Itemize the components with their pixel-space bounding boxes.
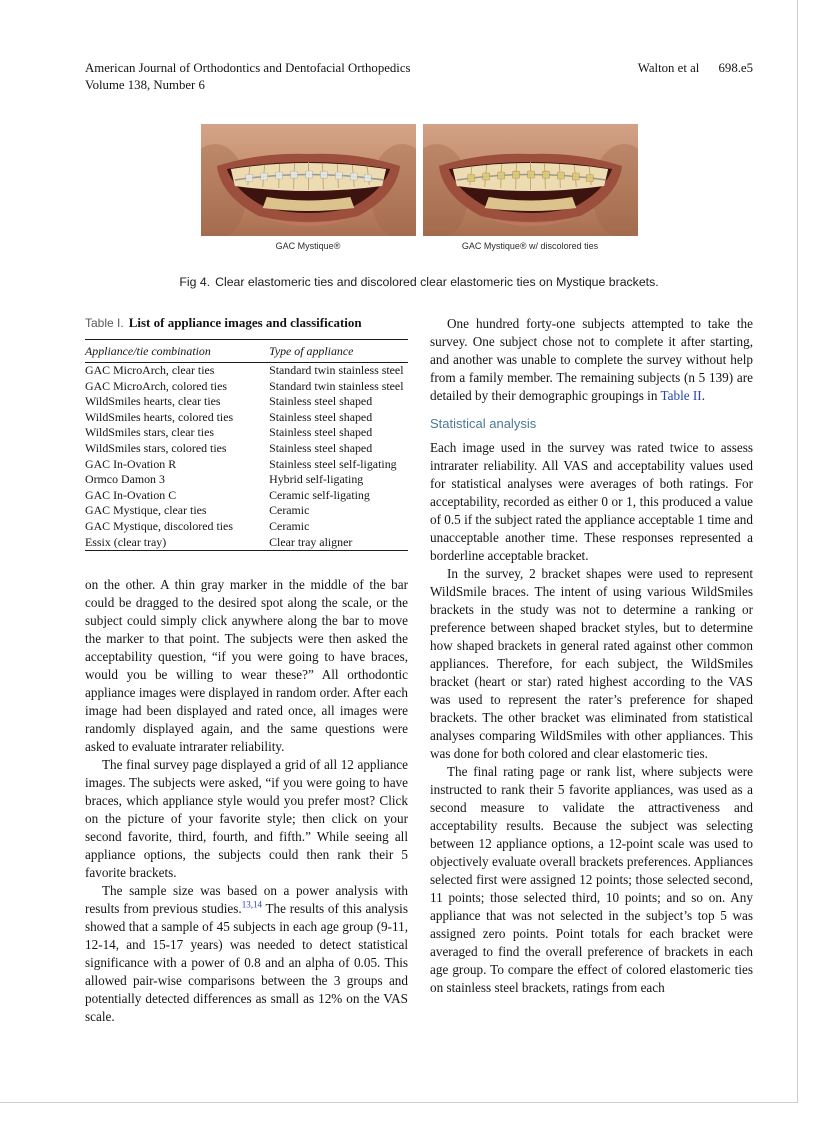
paragraph: on the other. A thin gray marker in the middle of the bar could be dragged to the desired spot along the scale, or the subject could simply click anywhere along the bar to move the marker to that point. The subjects were then asked the acceptability question, “if you were going to have braces, would you be willing to wear these?” All orthodontic appliance images were displayed in random order. After each image had been displayed and rated once, all images were randomly displayed again, and the same questions were asked to evaluate intrarater reliability. <box>85 576 408 754</box>
appliance-table-body <box>85 362 408 550</box>
running-authors: Walton et al <box>637 61 700 75</box>
paragraph-text: . <box>701 388 705 403</box>
figure-label: Fig 4. <box>179 275 211 289</box>
left-column <box>85 315 408 1026</box>
table-label: Table I. <box>85 316 124 330</box>
table-row: GAC MicroArch, clear ties Standard twin stainless steel <box>85 363 404 378</box>
running-head <box>85 60 753 93</box>
journal-volume: Volume 138, Number 6 <box>85 77 205 92</box>
paragraph: Each image used in the survey was rated twice to assess intrarater reliability. All VAS and acceptability values used for statistical analyses were averages of both ratings. For acceptability, recorded as either 0 or 1, this produced a value of 0.5 if the subject rated the appliance acceptable 1 time and unacceptable another time. These responses represented a borderline acceptable bracket. <box>430 440 753 563</box>
table-row: Ormco Damon 3 Hybrid self-ligating <box>85 472 364 487</box>
paragraph-text: The sample size was based on a power analysis with results from previous studies. <box>85 882 408 916</box>
column-header-appliance: Appliance/tie combination <box>85 340 269 363</box>
paragraph: In the survey, 2 bracket shapes were used to represent WildSmile braces. The intent of using various WildSmiles brackets in the study was not to determine a ranking or preference between shaped bracket styles, but to determine how shaped brackets in general rated against other common appliances. Therefore, for each subject, the WildSmiles bracket (heart or star) rated highest according to the VAS was used to represent the rater’s preference for shaped brackets. The other bracket was eliminated from statistical analyses comparing WildSmiles with other appliances. This was done for both colored and clear elastomeric ties. <box>430 566 753 761</box>
table-1 <box>85 315 408 551</box>
smile-photo-discolored-ties <box>423 124 638 236</box>
figure-caption-text: Clear elastomeric ties and discolored clear elastomeric ties on Mystique brackets. <box>215 275 659 289</box>
page-number: 698.e5 <box>718 61 753 75</box>
paragraph-text: One hundred forty-one subjects attempted to take the survey. One subject chose not to complete it after starting, and another was unable to complete the survey without help from a family member. The remaining subjects (n 5 139) are detailed by their demographic groupings in <box>430 316 753 403</box>
section-heading-statistical-analysis: Statistical analysis <box>430 416 537 431</box>
paragraph-text: The results of this analysis showed that a sample of 45 subjects in each age group (9-11, 12-14, and 15-17 years) was needed to detect statistical significance with a power of 0.8 and an alpha of 0.05. This allowed pair-wise comparisons between the 3 groups and potentially detected differences as small as 12% on the VAS scale. <box>85 900 408 1024</box>
column-header-type: Type of appliance <box>269 340 408 363</box>
table-row: GAC Mystique, clear ties Ceramic <box>85 503 310 518</box>
paragraph <box>430 315 753 405</box>
figure-photos <box>85 124 753 251</box>
author-page-info <box>638 60 753 93</box>
table-row: GAC In-Ovation R Stainless steel self-ligating <box>85 456 397 471</box>
paragraph: The final survey page displayed a grid of all 12 appliance images. The subjects were asked, “if you were going to have braces, which appliance style would you prefer most? Click on the picture of your favorite style; then click on your second favorite, third, fourth, and fifth.” While seeing all appliance options, the subjects could then rank their 5 favorite brackets. <box>85 756 408 880</box>
table-row: WildSmiles stars, clear ties Stainless steel shaped <box>85 425 373 440</box>
photo-discolored-ties <box>423 124 638 251</box>
smile-photo-clear-ties <box>201 124 416 236</box>
appliance-table <box>85 339 408 551</box>
photo-caption-left: GAC Mystique® <box>275 241 341 251</box>
table-row: WildSmiles hearts, colored ties Stainless steel shaped <box>85 409 373 424</box>
table-name: List of appliance images and classification <box>128 315 362 330</box>
table-row: GAC In-Ovation C Ceramic self-ligating <box>85 487 370 502</box>
figure-caption <box>85 275 753 289</box>
table-header-row <box>85 340 408 363</box>
right-column <box>430 315 753 1026</box>
table-row: Essix (clear tray) Clear tray aligner <box>85 534 353 549</box>
photo-caption-right: GAC Mystique® w/ discolored ties <box>461 241 599 251</box>
body-columns <box>85 315 753 1026</box>
table-row: WildSmiles hearts, clear ties Stainless steel shaped <box>85 394 373 409</box>
table-row: GAC Mystique, discolored ties Ceramic <box>85 519 310 534</box>
photo-clear-ties <box>201 124 416 251</box>
journal-info <box>85 60 411 93</box>
table-title <box>85 315 408 331</box>
table-row: WildSmiles stars, colored ties Stainless steel shaped <box>85 441 373 456</box>
paragraph: The final rating page or rank list, where subjects were instructed to rank their 5 favorite appliances, was used as a second measure to validate the attractiveness and acceptability results. Because the subject was selecting between 12 appliance options, a 12-point scale was used to objectively evaluate overall brackets preferences. Appliances selected first were assigned 12 points; those selected second, 11 points; those selected third, 10 points; and so on. Any appliance that was not selected in the subject’s top 5 was assigned zero points. Point totals for each bracket were averaged to find the overall preference of brackets in each age group. To compare the effect of colored elastomeric ties on stainless steel brackets, ratings from each <box>430 764 753 995</box>
reference-superscript[interactable]: 13,14 <box>241 899 262 910</box>
figure-4 <box>85 124 753 289</box>
table-row: GAC MicroArch, colored ties Standard twin stainless steel <box>85 378 404 393</box>
journal-title: American Journal of Orthodontics and Dentofacial Orthopedics <box>85 61 411 75</box>
table-ii-link[interactable]: Table II <box>660 388 702 403</box>
paragraph <box>85 882 408 1026</box>
